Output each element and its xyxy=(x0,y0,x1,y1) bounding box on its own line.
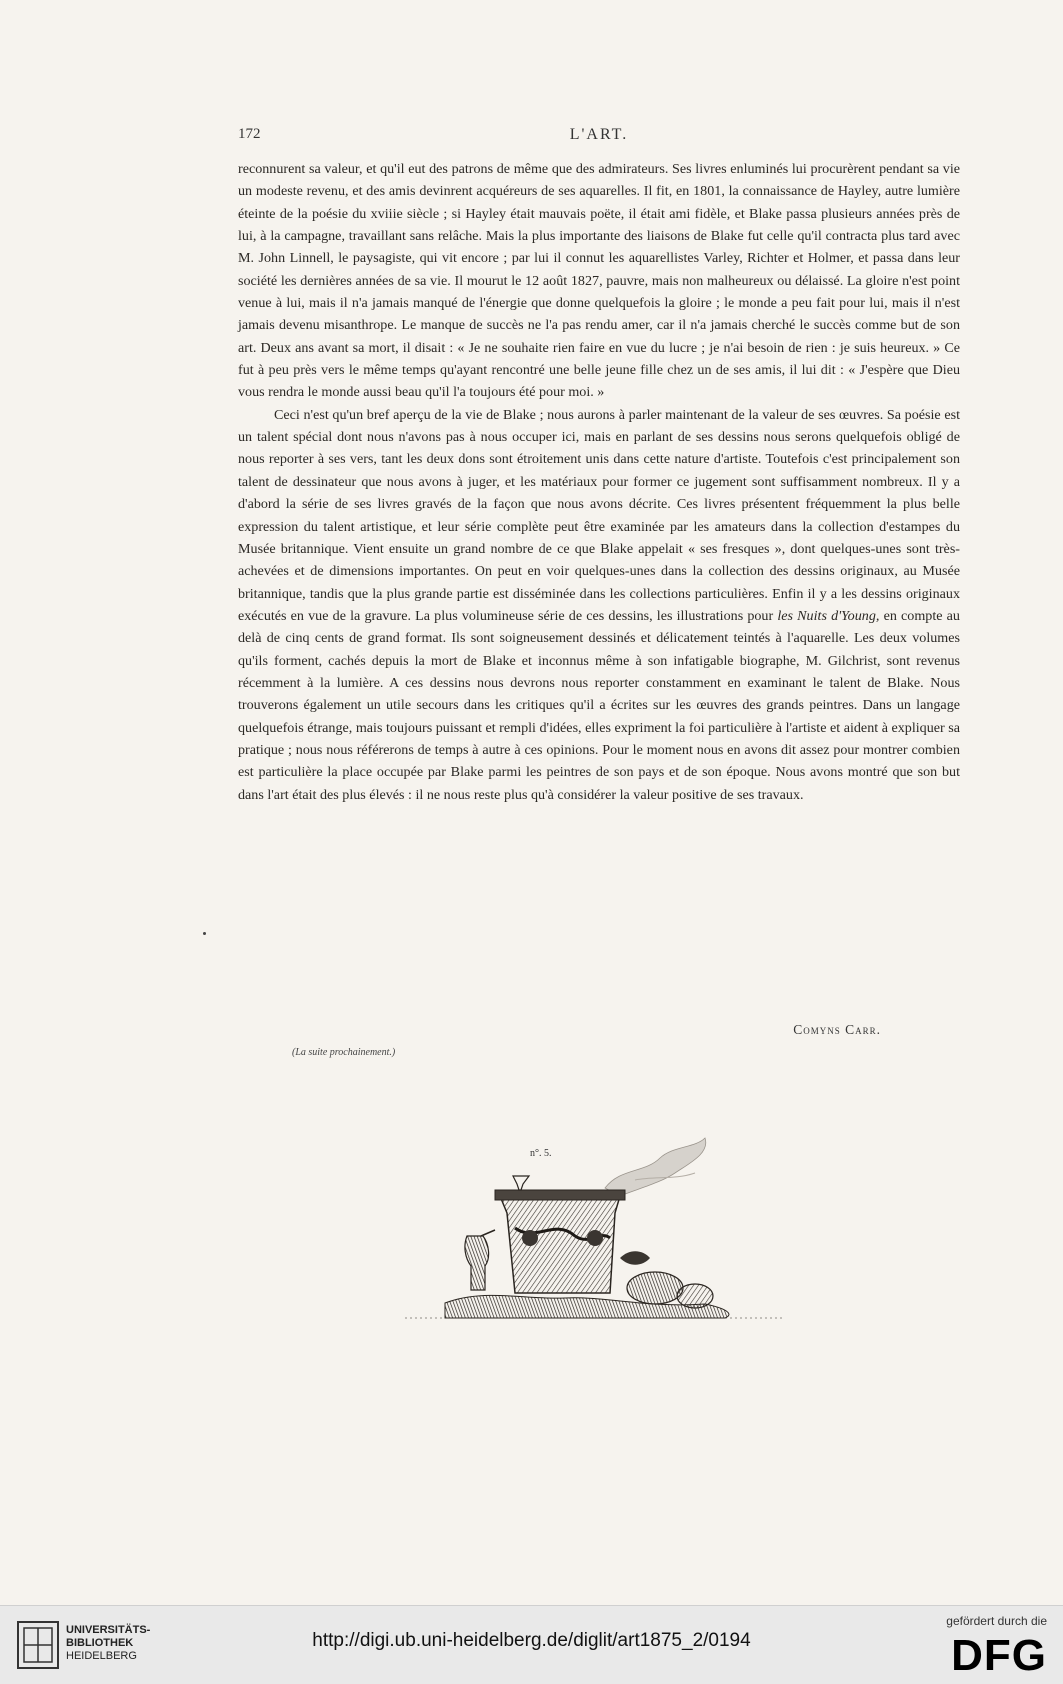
vignette-label: n°. 5. xyxy=(530,1148,552,1159)
margin-mark xyxy=(203,932,206,935)
paragraph-1: reconnurent sa valeur, et qu'il eut des patrons de même que des admirateurs. Ses livres enluminés lui procurèrent pendant sa vie un modeste revenu, et des amis devinrent acquéreurs de ses aquarelles. Il fit, en 1801, la connaissance de Hayley, autre lumière éteinte de la poésie du xviiie siècle ; si Hayley était mauvais poëte, il était ami fidèle, et Blake passa plusieurs années près de lui, à la campagne, travaillant sans relâche. Mais la plus importante des liaisons de Blake fut celle qu'il contracta plus tard avec M. John Linnell, le paysagiste, qui vit encore ; par lui il connut les aquarellistes Varley, Richter et Holmer, et passa dans leur société les dernières années de sa vie. Il mourut le 12 août 1827, pauvre, mais non malheureux ou délaissé. La gloire n'est point venue à lui, mais il n'a jamais manqué de l'énergie que donne quelquefois la gloire ; le monde a peu fait pour lui, mais il n'est jamais devenu misanthrope. Le manque de succès ne l'a pas rendu amer, car il n'a jamais cherché le succès comme but de son art. Deux ans avant sa mort, il disait : « Je ne souhaite rien faire en vue du lucre ; je n'ai besoin de rien : je suis heureux. » Ce fut à peu près vers le même temps qu'ayant rencontré une belle jeune fille chez un de ses amis, il lui dit : « J'espère que Dieu vous rendra le monde aussi beau qu'il l'a toujours été pour moi. » xyxy=(238,161,960,401)
digitization-footer xyxy=(0,1605,1063,1684)
institution-line-2: BIBLIOTHEK xyxy=(66,1637,134,1649)
continuation-note: (La suite prochainement.) xyxy=(292,1047,396,1058)
paragraph-2 xyxy=(238,404,960,806)
institution-line-3: HEIDELBERG xyxy=(66,1650,137,1662)
book-title: les Nuits d'Young, xyxy=(777,607,880,624)
author-signature: Comyns Carr. xyxy=(793,1022,881,1037)
article-body xyxy=(238,158,960,806)
running-title: L'ART. xyxy=(569,126,629,143)
page-header xyxy=(238,126,960,148)
source-url-link[interactable]: http://digi.ub.uni-heidelberg.de/diglit/art1875_2/0194 xyxy=(312,1630,751,1651)
dfg-logo: DFG xyxy=(951,1631,1047,1680)
paragraph-2-part-2: en compte au delà de cinq cents de grand format. Ils sont soigneusement dessinés et délicatement teintés à l'aquarelle. Les deux volumes qu'ils forment, cachés depuis la mort de Blake et inconnus même à son infatigable biographe, M. Gilchrist, sont revenus récemment à la lumière. A ces dessins nous devrons nous reporter constamment en examinant le talent de Blake. Nous trouverons également un utile secours dans les critiques qu'il a écrites sur les œuvres des grands peintres. Dans un langage quelquefois étrange, mais toujours puissant et rempli d'idées, elles expriment la foi particulière à l'artiste et aident à expliquer sa pratique ; nous nous référerons de temps à autre à ces opinions. Pour le moment nous en avons dit assez pour montrer combien est particulière la place occupée par Blake parmi les peintres de son pays et de son époque. Nous avons montré que son but dans l'art était des plus élevés : il ne nous reste plus qu'à considérer la valeur positive de ses travaux. xyxy=(238,607,960,803)
urn-vignette-illustration xyxy=(405,1118,785,1378)
institution-line-1: UNIVERSITÄTS- xyxy=(66,1624,151,1636)
paragraph-2-part-1: Ceci n'est qu'un bref aperçu de la vie de Blake ; nous aurons à parler maintenant de la valeur de ses œuvres. Sa poésie est un talent spécial dont nous n'avons pas à nous occuper ici, mais en parlant de ses dessins nous serons quelquefois obligé de nous reporter à ses vers, tant les deux dons sont étroitement unis dans cette nature d'artiste. Toutefois c'est principalement son talent de dessinateur que nous avons à juger, et les matériaux pour former ce jugement sont suffisamment nombreux. Il y a d'abord la série de ses livres gravés de la façon que nous avons décrite. Ces livres présentent fréquemment la plus belle expression du talent artistique, et leur série complète peut être examinée par les amateurs dans la collection d'estampes du Musée britannique. Vient ensuite un grand nombre de ce que Blake appelait « ses fresques », dont quelques-unes sont très-achevées et de dimensions importantes. On peut en voir quelques-unes dans la collection des dessins originaux, au Musée britannique, tandis que la plus grande partie est disséminée dans les collections particulières. Enfin il y a les dessins originaux exécutés en vue de la gravure. La plus volumineuse série de ces dessins, les illustrations pour xyxy=(238,406,960,624)
funding-label: gefördert durch die xyxy=(946,1614,1047,1628)
page-number: 172 xyxy=(238,126,261,142)
